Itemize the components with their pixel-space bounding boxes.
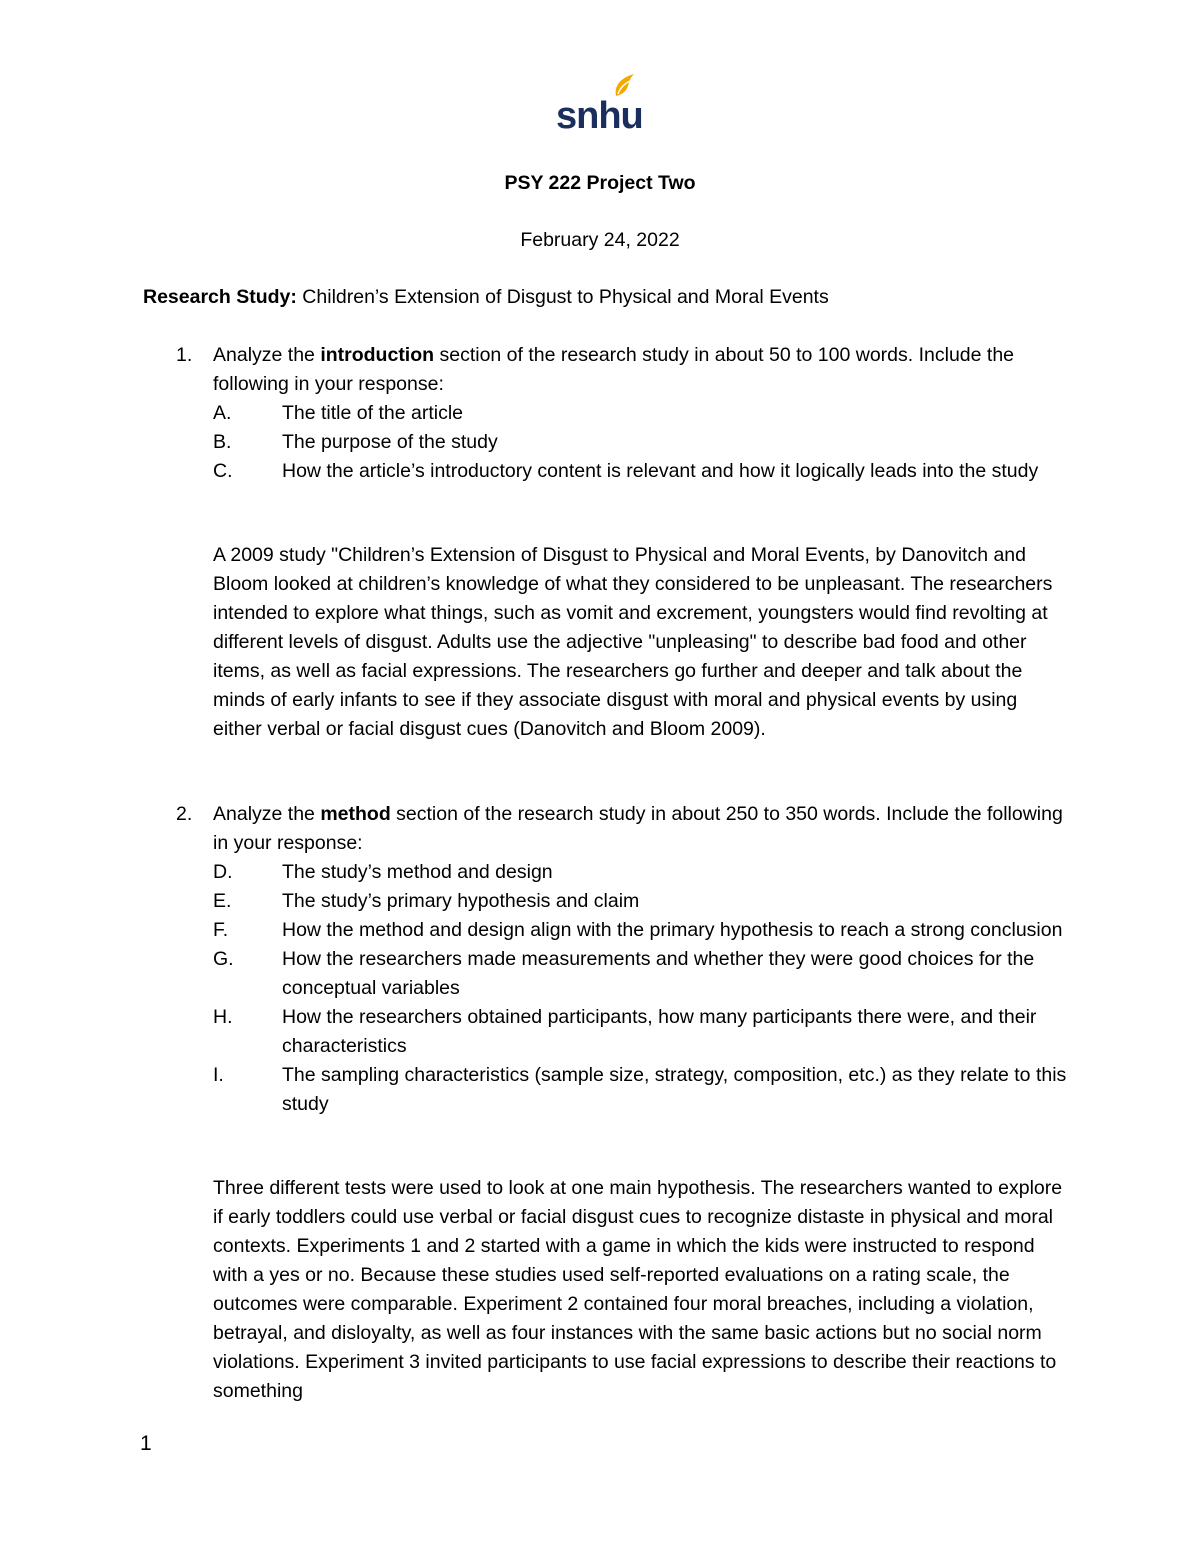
list-item: F. How the method and design align with the primary hypothesis to reach a strong conclusion <box>213 919 1063 941</box>
research-study-line <box>143 286 1083 309</box>
list-item: B. The purpose of the study <box>213 431 498 453</box>
list-item: D. The study’s method and design <box>213 861 553 883</box>
question-number: 2. <box>176 803 193 825</box>
page-number: 1 <box>140 1432 152 1455</box>
logo-wordmark: snhu <box>556 95 643 134</box>
question-keyword: method <box>320 803 391 825</box>
question-prompt: Analyze the introduction section of the research study in about 50 to 100 words. Include the following in your response: <box>213 344 1015 395</box>
question-sublist <box>176 399 1076 486</box>
list-item: E. The study’s primary hypothesis and claim <box>213 890 640 912</box>
research-study-label: Research Study: <box>143 286 297 308</box>
question-sublist <box>176 858 1076 1119</box>
question-number: 1. <box>176 344 193 366</box>
document-date: February 24, 2022 <box>520 229 680 251</box>
list-item: A. The title of the article <box>213 402 464 424</box>
question-prompt: Analyze the method section of the research study in about 250 to 350 words. Include the following in your response: <box>213 803 1063 854</box>
snhu-logo <box>554 70 644 134</box>
question-keyword: introduction <box>320 344 435 366</box>
answer-1: A 2009 study "Children’s Extension of Disgust to Physical and Moral Events, by Danovitch and Bloom looked at children’s knowledge of what they considered to be unpleasant. The researchers intended to explore what things, such as vomit and excrement, youngsters would find revolting at different levels of disgust. Adults use the adjective "unpleasing" to describe bad food and other items, as well as facial expressions. The researchers go further and deeper and talk about the minds of early infants to see if they associate disgust with moral and physical events by using either verbal or facial disgust cues (Danovitch and Bloom 2009). <box>213 544 1053 740</box>
research-study-name: Children’s Extension of Disgust to Physical and Moral Events <box>296 286 829 308</box>
list-item: C. How the article’s introductory content is relevant and how it logically leads into the study <box>213 460 1039 482</box>
list-item: I. The sampling characteristics (sample size, strategy, composition, etc.) as they relate to this study <box>213 1064 1067 1115</box>
question-2 <box>176 800 1076 1119</box>
list-item: G. How the researchers made measurements and whether they were good choices for the conceptual variables <box>213 948 1035 999</box>
question-1 <box>176 341 1076 486</box>
list-item: H. How the researchers obtained participants, how many participants there were, and their characteristics <box>213 1006 1037 1057</box>
answer-2: Three different tests were used to look at one main hypothesis. The researchers wanted to explore if early toddlers could use verbal or facial disgust cues to recognize distaste in physical and moral contexts. Experiments 1 and 2 started with a game in which the kids were instructed to respond with a yes or no. Because these studies used self-reported evaluations on a rating scale, the outcomes were comparable. Experiment 2 contained four moral breaches, including a violation, betrayal, and disloyalty, as well as four instances with the same basic actions but no social norm violations. Experiment 3 invited participants to use facial expressions to describe their reactions to something <box>213 1177 1063 1402</box>
document-title: PSY 222 Project Two <box>504 172 696 194</box>
